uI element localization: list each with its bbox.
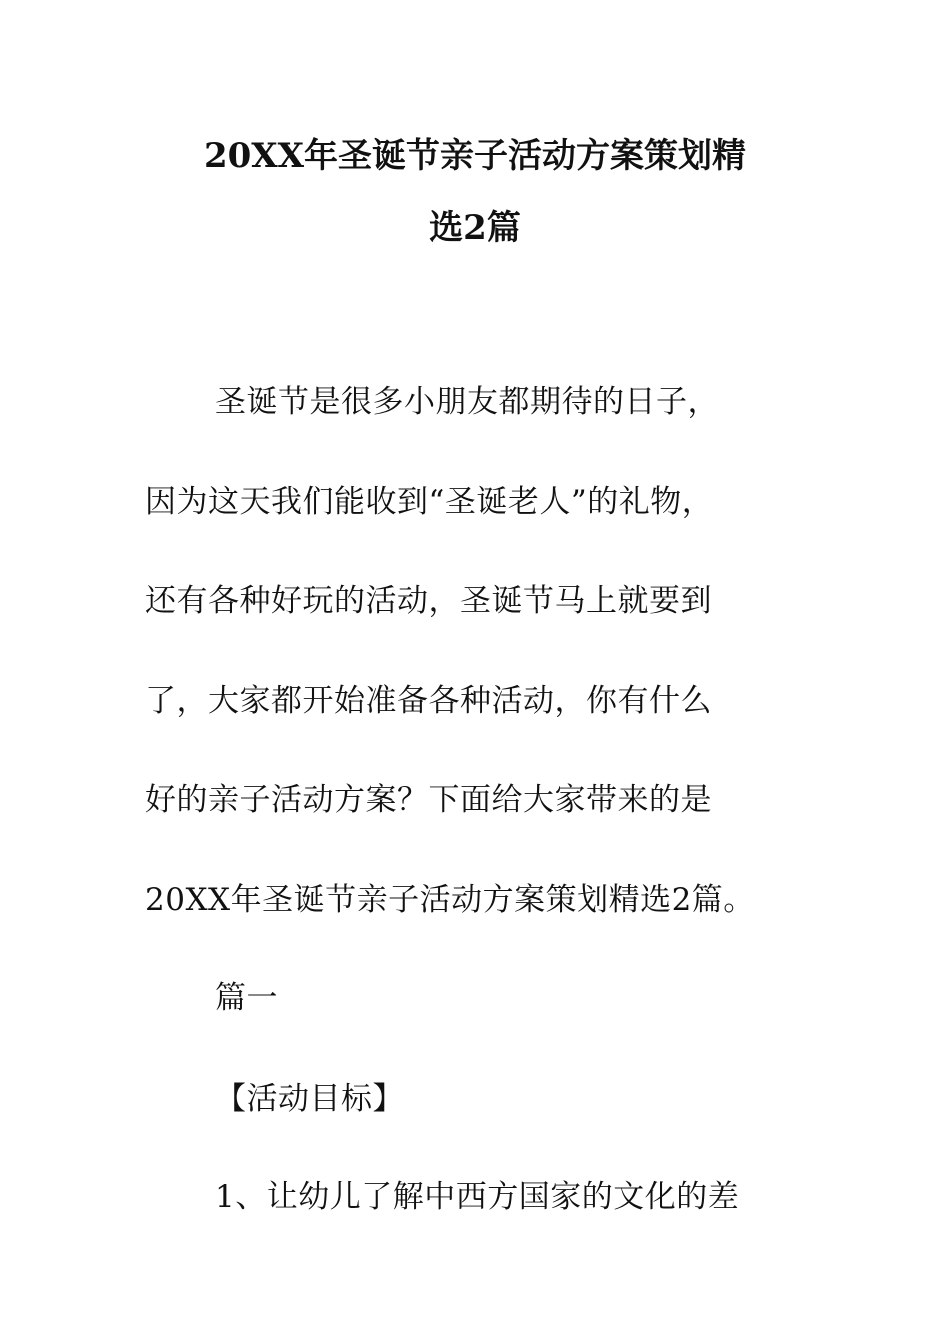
document-title-line-2: 选2篇 [429, 208, 521, 248]
paragraph-line-4: 了，大家都开始准备各种活动，你有什么 [145, 683, 712, 719]
document-title-line-1: 20XX年圣诞节亲子活动方案策划精 [203, 136, 747, 176]
paragraph-line-6: 20XX年圣诞节亲子活动方案策划精选2篇。 [145, 882, 755, 918]
subsection-heading: 【活动目标】 [215, 1081, 404, 1117]
paragraph-line-2: 因为这天我们能收到“圣诞老人”的礼物， [145, 484, 714, 520]
section-heading: 篇一 [215, 980, 278, 1016]
paragraph-line-3: 还有各种好玩的活动，圣诞节马上就要到 [145, 583, 712, 619]
paragraph-line-5: 好的亲子活动方案？下面给大家带来的是 [145, 782, 712, 818]
list-item-1: 1、让幼儿了解中西方国家的文化的差 [215, 1179, 740, 1215]
paragraph-line-1: 圣诞节是很多小朋友都期待的日子， [215, 384, 719, 420]
